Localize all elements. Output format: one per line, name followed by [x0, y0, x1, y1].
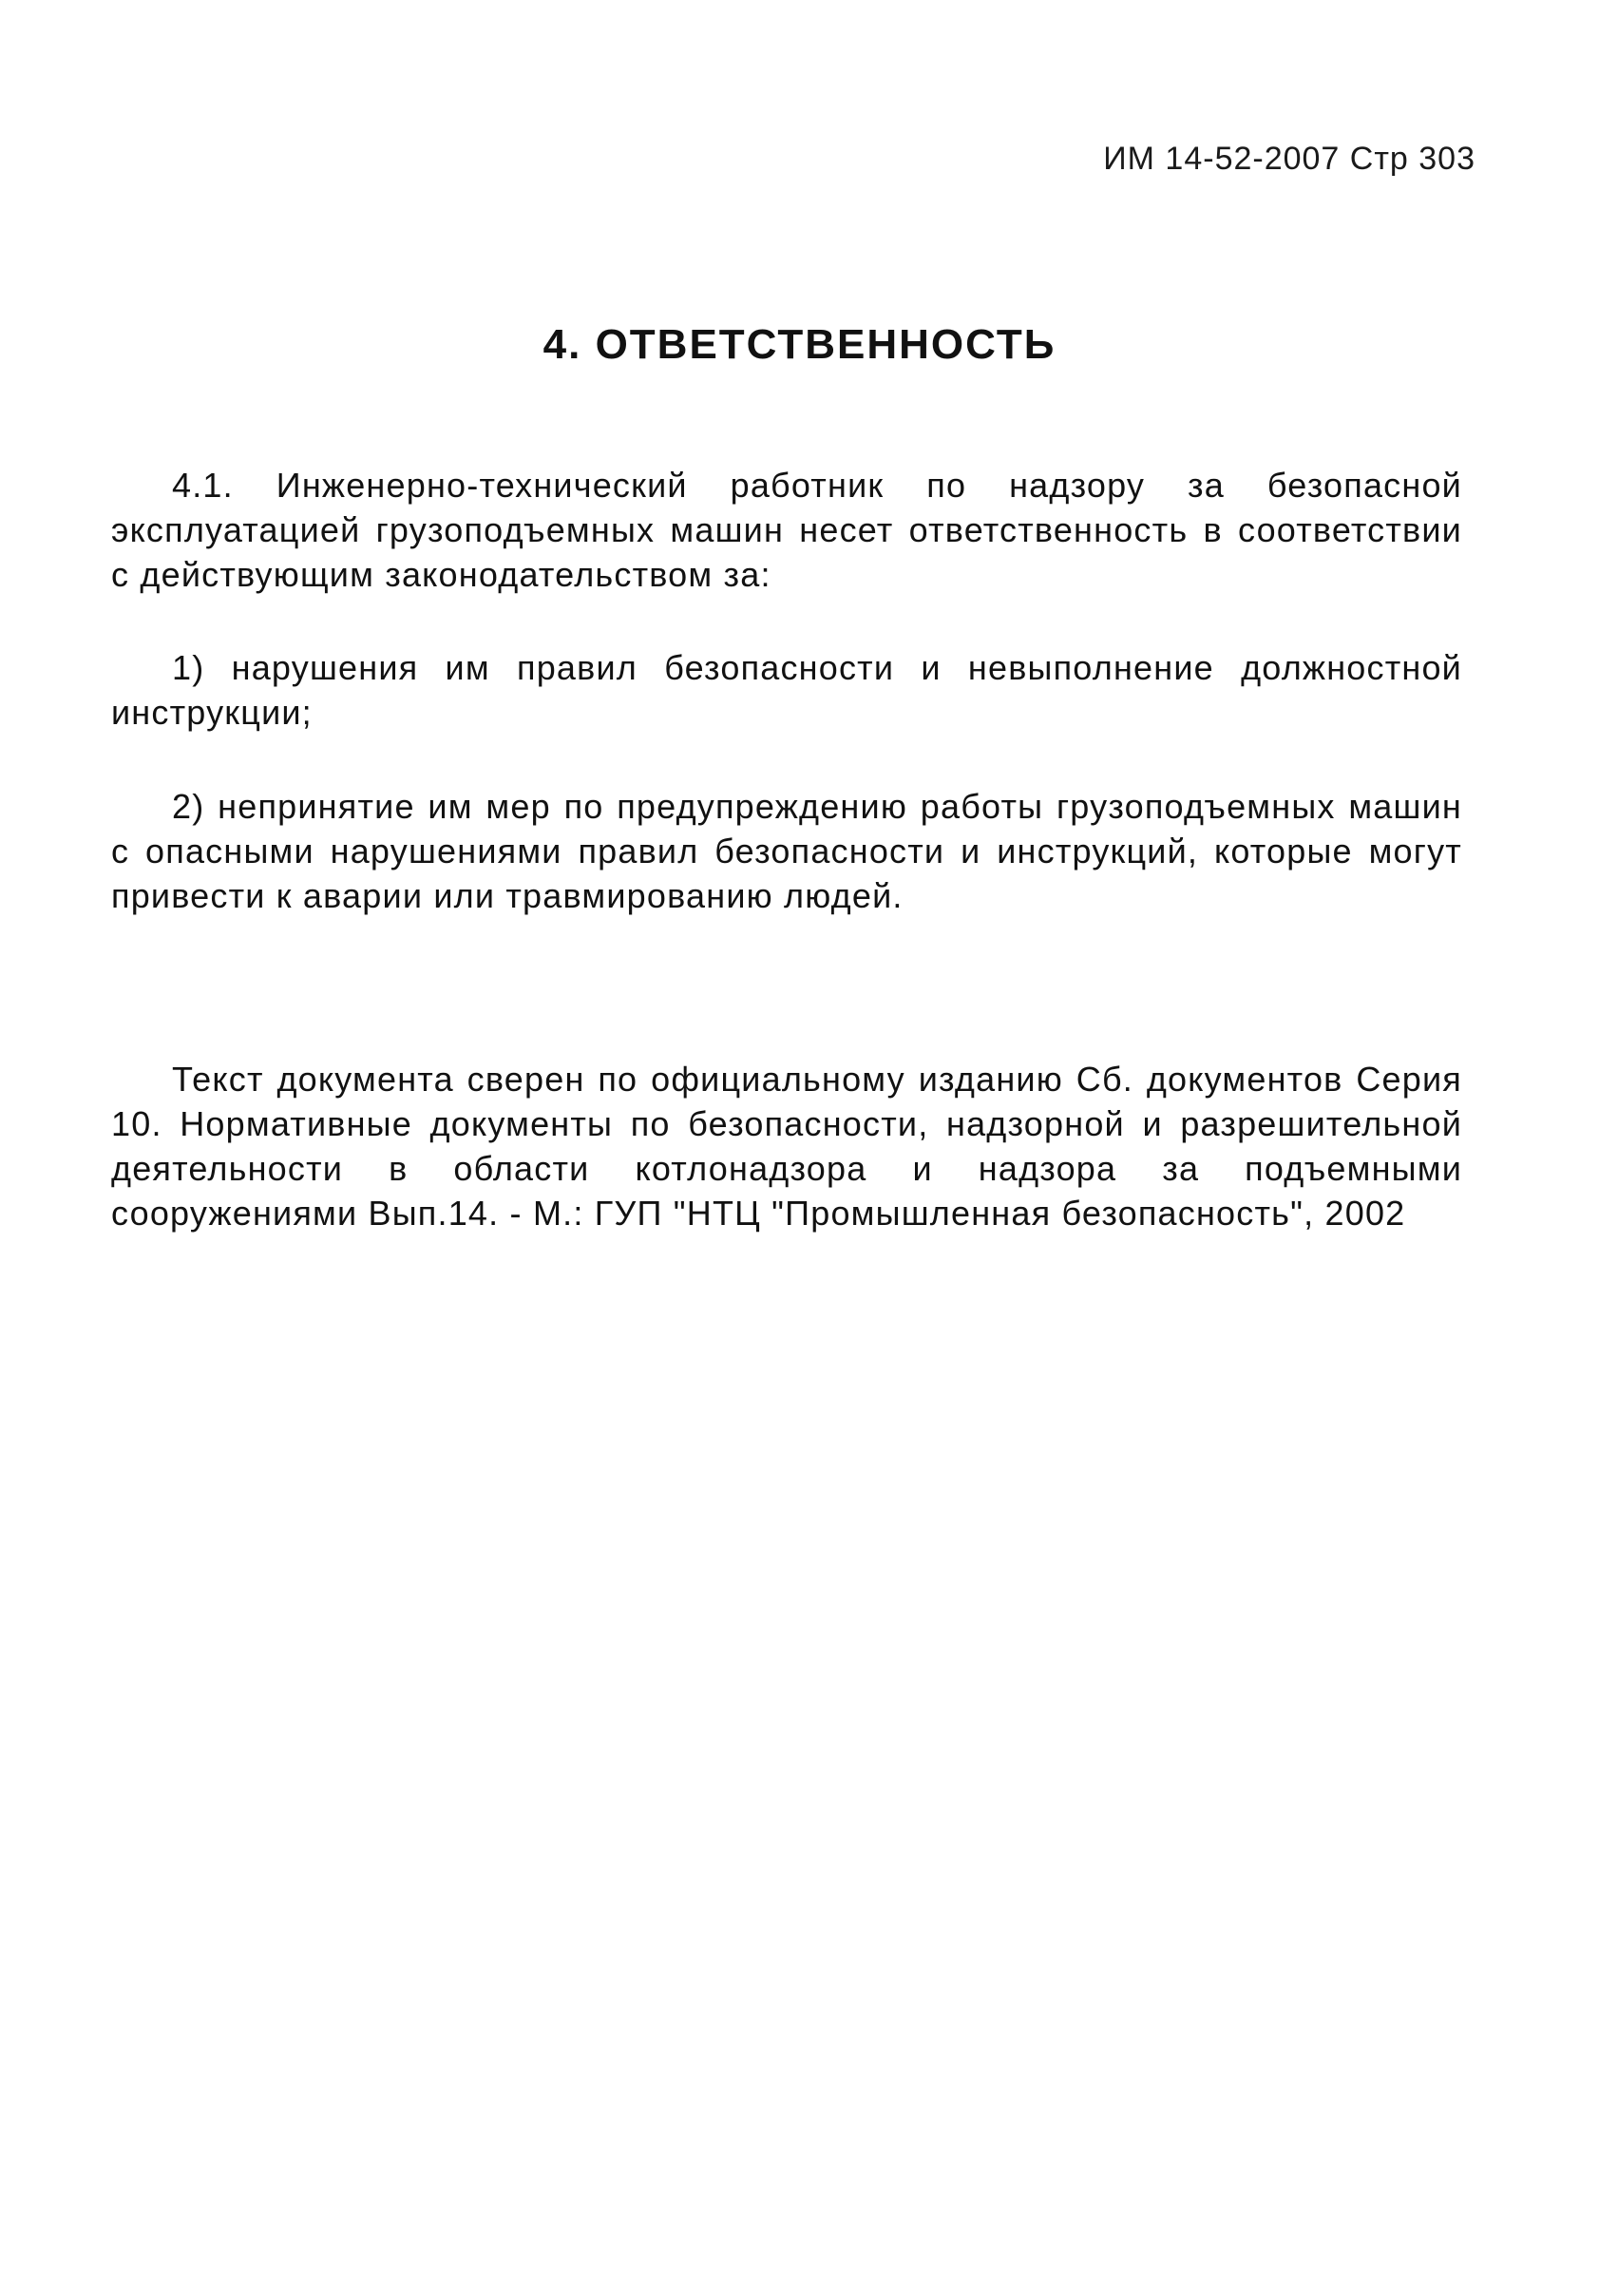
- section-title: 4. ОТВЕТСТВЕННОСТЬ: [543, 321, 1056, 368]
- source-note: Текст документа сверен по официальному изданию Сб. документов Серия 10. Нормативные документы по безопасности, надзорной и разрешительной деятельности в области котлонадзора и надзора за подъемными сооружениями Вып.14. - М.: ГУП "НТЦ "Промышленная безопасность", 2002: [111, 1060, 1462, 1233]
- paragraph-4-1: 4.1. Инженерно-технический работник по надзору за безопасной эксплуатацией грузоподъемных машин несет ответственность в соответствии с действующим законодательством за:: [111, 466, 1462, 594]
- list-item-2: 2) непринятие им мер по предупреждению работы грузоподъемных машин с опасными нарушениями правил безопасности и инструкций, которые могут привести к аварии или травмированию людей.: [111, 787, 1462, 915]
- list-item-1: 1) нарушения им правил безопасности и невыполнение должностной инструкции;: [111, 648, 1462, 732]
- page-header: ИМ 14-52-2007 Стр 303: [1103, 141, 1475, 177]
